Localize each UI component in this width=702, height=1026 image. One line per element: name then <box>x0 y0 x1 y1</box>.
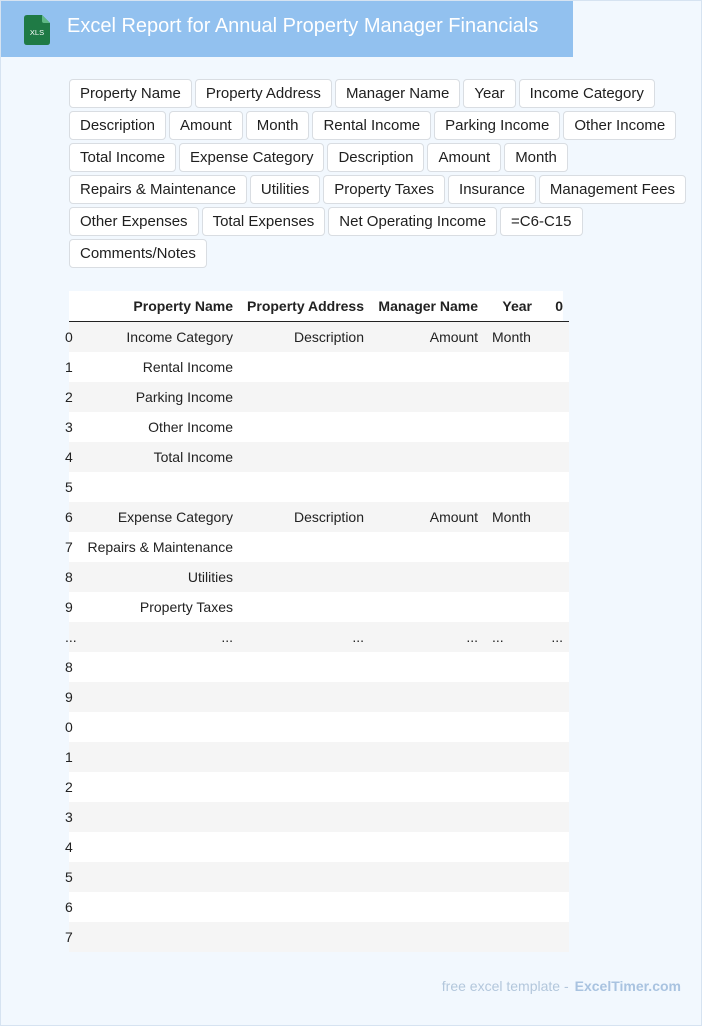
table-cell <box>77 472 233 502</box>
spreadsheet-preview <box>65 291 563 952</box>
table-cell <box>532 742 569 772</box>
row-index: 7 <box>65 539 73 555</box>
table-cell <box>532 592 569 622</box>
table-cell <box>233 652 364 682</box>
table-cell: Month <box>478 502 532 532</box>
field-chip[interactable]: Net Operating Income <box>328 207 497 236</box>
table-row <box>69 682 569 712</box>
table-cell <box>532 472 569 502</box>
table-cell <box>233 472 364 502</box>
table-cell: Month <box>478 322 532 353</box>
table-cell <box>77 712 233 742</box>
table-cell <box>478 802 532 832</box>
table-cell: ... <box>364 622 478 652</box>
row-index-cell <box>65 622 77 652</box>
field-chip[interactable]: Management Fees <box>539 175 686 204</box>
row-index: 9 <box>65 689 73 705</box>
table-cell <box>532 772 569 802</box>
footer-text: free excel template - <box>441 978 569 994</box>
column-header: Property Address <box>233 291 364 322</box>
row-index-cell <box>65 472 77 502</box>
table-cell <box>77 652 233 682</box>
table-cell <box>364 682 478 712</box>
table-cell <box>478 652 532 682</box>
field-chip[interactable]: Amount <box>427 143 501 172</box>
table-row <box>69 382 569 412</box>
field-chip[interactable]: Year <box>463 79 515 108</box>
table-cell: Rental Income <box>77 352 233 382</box>
table-cell <box>233 412 364 442</box>
field-chip[interactable]: Amount <box>169 111 243 140</box>
table-cell <box>364 832 478 862</box>
field-chip[interactable]: Manager Name <box>335 79 460 108</box>
table-cell: ... <box>532 622 569 652</box>
table-cell <box>77 832 233 862</box>
table-cell <box>233 892 364 922</box>
row-index: 6 <box>65 899 73 915</box>
footer-credit <box>442 978 681 994</box>
table-cell <box>532 682 569 712</box>
table-row <box>69 862 569 892</box>
table-row <box>69 502 569 532</box>
table-cell <box>364 592 478 622</box>
table-cell <box>364 442 478 472</box>
table-cell <box>532 802 569 832</box>
table-cell <box>532 412 569 442</box>
field-chip[interactable]: Insurance <box>448 175 536 204</box>
row-index: 0 <box>65 719 73 735</box>
table-cell <box>532 532 569 562</box>
table-cell <box>478 472 532 502</box>
field-chip-list <box>69 79 689 268</box>
table-cell: Property Taxes <box>77 592 233 622</box>
row-index: 7 <box>65 929 73 945</box>
table-cell: Parking Income <box>77 382 233 412</box>
field-chip[interactable]: Comments/Notes <box>69 239 207 268</box>
table-row <box>69 532 569 562</box>
table-row <box>69 652 569 682</box>
row-index-cell <box>65 592 77 622</box>
table-cell <box>478 442 532 472</box>
field-chip[interactable]: Property Address <box>195 79 332 108</box>
table-row <box>69 472 569 502</box>
row-index: 8 <box>65 569 73 585</box>
table-cell <box>532 652 569 682</box>
table-row <box>69 412 569 442</box>
table-cell <box>233 922 364 952</box>
table-cell: Income Category <box>77 322 233 353</box>
row-index: 3 <box>65 809 73 825</box>
table-cell <box>478 772 532 802</box>
field-chip[interactable]: Income Category <box>519 79 655 108</box>
row-index-cell <box>65 892 77 922</box>
table-cell <box>233 352 364 382</box>
table-cell: Expense Category <box>77 502 233 532</box>
table-cell <box>478 412 532 442</box>
page-title: Excel Report for Annual Property Manager Financials <box>67 15 539 37</box>
row-index-cell <box>65 442 77 472</box>
table-cell <box>233 862 364 892</box>
row-index-cell <box>65 322 77 353</box>
table-cell <box>364 922 478 952</box>
table-cell <box>77 742 233 772</box>
field-chip[interactable]: Total Income <box>69 143 176 172</box>
excel-file-icon <box>24 15 50 45</box>
field-chip[interactable]: Total Expenses <box>202 207 326 236</box>
table-cell <box>233 742 364 772</box>
field-chip[interactable]: Parking Income <box>434 111 560 140</box>
table-cell <box>532 832 569 862</box>
table-cell <box>532 892 569 922</box>
table-cell <box>364 352 478 382</box>
row-index: 8 <box>65 659 73 675</box>
field-chip[interactable]: Utilities <box>250 175 320 204</box>
table-cell <box>77 802 233 832</box>
table-cell <box>364 712 478 742</box>
table-cell <box>532 562 569 592</box>
field-chip[interactable]: Rental Income <box>312 111 431 140</box>
table-cell <box>478 562 532 592</box>
row-index: 6 <box>65 509 73 525</box>
table-cell <box>532 352 569 382</box>
footer-brand-link[interactable]: ExcelTimer.com <box>574 978 681 994</box>
table-cell <box>532 442 569 472</box>
table-cell <box>77 892 233 922</box>
row-index-cell <box>65 922 77 952</box>
table-cell <box>364 802 478 832</box>
table-row <box>69 562 569 592</box>
row-index: 3 <box>65 419 73 435</box>
table-cell: ... <box>478 622 532 652</box>
row-index: 1 <box>65 749 73 765</box>
row-index-cell <box>65 382 77 412</box>
row-index-cell <box>65 532 77 562</box>
field-chip[interactable]: Month <box>246 111 310 140</box>
column-header: Manager Name <box>364 291 478 322</box>
header-banner <box>1 1 573 57</box>
table-cell: Other Income <box>77 412 233 442</box>
table-row <box>69 892 569 922</box>
table-cell <box>532 382 569 412</box>
row-index: 2 <box>65 779 73 795</box>
column-header: Property Name <box>77 291 233 322</box>
table-cell <box>364 772 478 802</box>
table-cell <box>233 772 364 802</box>
row-index: 2 <box>65 389 73 405</box>
table-cell <box>233 592 364 622</box>
table-cell <box>478 922 532 952</box>
table-cell <box>364 412 478 442</box>
field-chip[interactable]: Description <box>327 143 424 172</box>
row-index: 4 <box>65 839 73 855</box>
row-index-cell <box>65 712 77 742</box>
table-cell: Total Income <box>77 442 233 472</box>
row-index: 1 <box>65 359 73 375</box>
column-header: 0 <box>532 291 569 322</box>
row-index-cell <box>65 412 77 442</box>
row-index-cell <box>65 562 77 592</box>
table-cell <box>478 712 532 742</box>
column-header: Year <box>478 291 532 322</box>
field-chip[interactable]: Expense Category <box>179 143 324 172</box>
table-row <box>69 832 569 862</box>
table-cell <box>478 832 532 862</box>
row-index: 5 <box>65 869 73 885</box>
column-header <box>69 291 77 322</box>
field-chip[interactable]: Other Income <box>563 111 676 140</box>
field-chip[interactable]: Repairs & Maintenance <box>69 175 247 204</box>
table-cell <box>478 532 532 562</box>
field-chip[interactable]: Property Name <box>69 79 192 108</box>
field-chip[interactable]: Property Taxes <box>323 175 445 204</box>
table-cell <box>478 352 532 382</box>
table-cell <box>364 652 478 682</box>
table-cell: Amount <box>364 502 478 532</box>
table-cell <box>77 862 233 892</box>
row-index-cell <box>65 772 77 802</box>
table-cell <box>364 892 478 922</box>
table-cell <box>478 382 532 412</box>
row-index: 4 <box>65 449 73 465</box>
table-cell <box>364 382 478 412</box>
table-row <box>69 742 569 772</box>
table-row <box>69 592 569 622</box>
row-index-cell <box>65 862 77 892</box>
row-index-cell <box>65 352 77 382</box>
table-cell <box>478 682 532 712</box>
table-cell <box>532 922 569 952</box>
table-cell <box>532 862 569 892</box>
table-row <box>69 352 569 382</box>
row-index-cell <box>65 682 77 712</box>
table-cell <box>364 862 478 892</box>
table-cell <box>77 682 233 712</box>
table-cell <box>77 922 233 952</box>
field-chip[interactable]: =C6-C15 <box>500 207 582 236</box>
table-cell <box>478 742 532 772</box>
row-index: 9 <box>65 599 73 615</box>
table-cell <box>532 322 569 353</box>
table-cell <box>233 712 364 742</box>
table-cell <box>233 562 364 592</box>
field-chip[interactable]: Month <box>504 143 568 172</box>
table-row <box>69 772 569 802</box>
table-cell <box>233 832 364 862</box>
table-cell <box>77 772 233 802</box>
row-index: ... <box>65 629 77 645</box>
table-cell: Repairs & Maintenance <box>77 532 233 562</box>
table-cell <box>233 532 364 562</box>
table-cell <box>233 802 364 832</box>
row-index-cell <box>65 742 77 772</box>
table-row <box>69 622 569 652</box>
row-index-cell <box>65 652 77 682</box>
row-index-cell <box>65 502 77 532</box>
table-cell <box>478 592 532 622</box>
table-cell <box>478 892 532 922</box>
table-cell: Description <box>233 502 364 532</box>
table-cell: Description <box>233 322 364 353</box>
table-cell: Utilities <box>77 562 233 592</box>
table-cell <box>478 862 532 892</box>
row-index-cell <box>65 832 77 862</box>
table-cell <box>532 502 569 532</box>
table-cell <box>364 742 478 772</box>
table-cell: ... <box>77 622 233 652</box>
table-cell <box>364 532 478 562</box>
table-cell: Amount <box>364 322 478 353</box>
field-chip[interactable]: Description <box>69 111 166 140</box>
table-cell <box>233 382 364 412</box>
table-row <box>69 802 569 832</box>
table-row <box>69 922 569 952</box>
table-row <box>69 442 569 472</box>
table-row <box>69 322 569 353</box>
table-cell: ... <box>233 622 364 652</box>
table-cell <box>364 472 478 502</box>
table-cell <box>233 442 364 472</box>
data-table <box>65 291 569 952</box>
table-header-row <box>69 291 569 322</box>
row-index-cell <box>65 802 77 832</box>
table-cell <box>233 682 364 712</box>
row-index: 5 <box>65 479 73 495</box>
svg-text:XLS: XLS <box>29 28 45 37</box>
table-cell <box>364 562 478 592</box>
table-row <box>69 712 569 742</box>
field-chip[interactable]: Other Expenses <box>69 207 199 236</box>
row-index: 0 <box>65 329 73 345</box>
table-cell <box>532 712 569 742</box>
